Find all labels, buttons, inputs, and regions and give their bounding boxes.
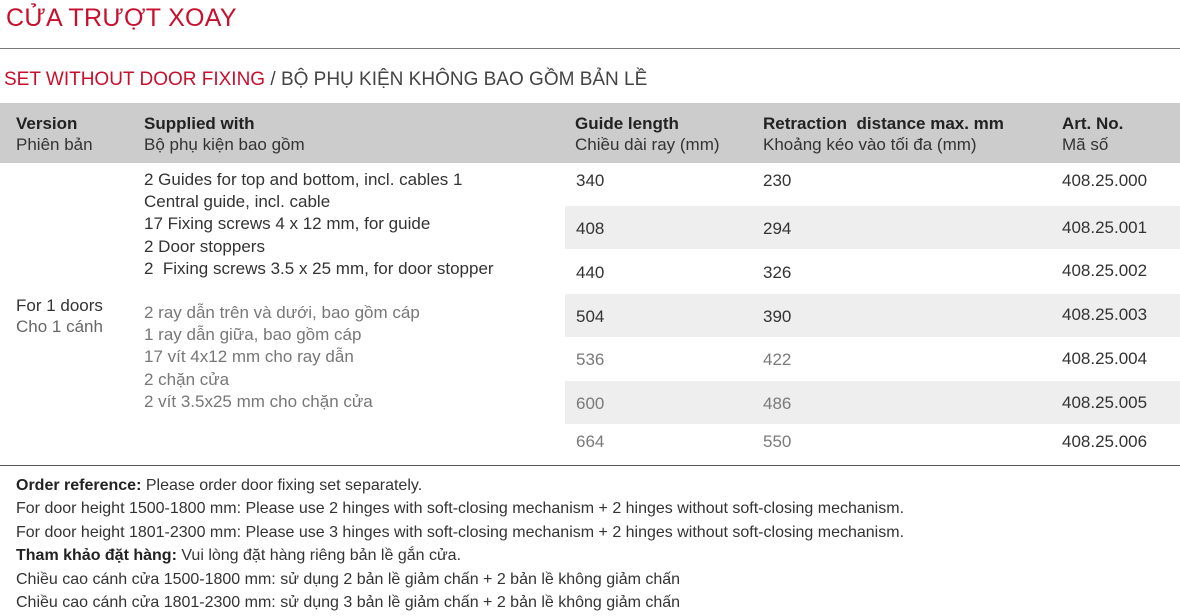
- note-line: Chiều cao cánh cửa 1500-1800 mm: sử dụng 2 bản lề giảm chấn + 2 bản lề không giảm chấn: [16, 570, 681, 588]
- version-en: For 1 doors: [16, 296, 103, 315]
- supplied-item: 2 Fixing screws 3.5 x 25 mm, for door stopper: [144, 258, 494, 278]
- order-reference-vi-label: Tham khảo đặt hàng:: [16, 547, 177, 565]
- page-title: CỬA TRƯỢT XOAY: [6, 4, 237, 32]
- version-cell: [16, 295, 103, 337]
- guide-length-cell: 504: [576, 307, 605, 326]
- art-no-cell: 408.25.003: [1062, 305, 1148, 324]
- retraction-cell: 422: [763, 350, 792, 369]
- guide-length-cell: 440: [576, 263, 605, 282]
- art-no-cell: 408.25.004: [1062, 349, 1148, 368]
- note-line: For door height 1801-2300 mm: Please use 3 hinges with soft-closing mechanism + 2 hinges without soft-closing mechanism.: [16, 523, 905, 541]
- header-guide-length: [575, 113, 720, 155]
- supplied-item: 2 Guides for top and bottom, incl. cables 1: [144, 170, 463, 189]
- header-version-vi: Phiên bản: [16, 135, 93, 154]
- retraction-cell: 390: [763, 307, 792, 326]
- order-notes: [16, 474, 904, 614]
- retraction-cell: 550: [763, 432, 792, 451]
- supplied-list-vi: [144, 302, 420, 413]
- order-reference-text: Please order door fixing set separately.: [141, 477, 423, 494]
- header-version-en: Version: [16, 114, 78, 133]
- note-line: For door height 1500-1800 mm: Please use 2 hinges with soft-closing mechanism + 2 hinges without soft-closing mechanism.: [16, 500, 905, 518]
- order-reference-label: Order reference:: [16, 477, 142, 494]
- header-version: [16, 113, 93, 155]
- supplied-list-en: [144, 169, 494, 280]
- version-vi: Cho 1 cánh: [16, 317, 103, 336]
- art-no-cell: 408.25.005: [1062, 393, 1148, 412]
- title-divider: [0, 48, 1180, 49]
- guide-length-cell: 536: [576, 350, 605, 369]
- header-retraction-vi: Khoảng kéo vào tối đa (mm): [763, 135, 977, 154]
- header-guide-vi: Chiều dài ray (mm): [575, 135, 720, 154]
- supplied-item: 2 ray dẫn trên và dưới, bao gồm cáp: [144, 303, 420, 322]
- retraction-cell: 230: [763, 171, 792, 190]
- retraction-cell: 326: [763, 263, 792, 282]
- header-supplied-vi: Bộ phụ kiện bao gồm: [144, 135, 305, 154]
- guide-length-cell: 664: [576, 432, 605, 451]
- art-no-cell: 408.25.006: [1062, 432, 1148, 451]
- note-line: Chiều cao cánh cửa 1801-2300 mm: sử dụng 3 bản lề giảm chấn + 2 bản lề không giảm chấn: [16, 594, 681, 612]
- art-no-cell: 408.25.001: [1062, 218, 1148, 237]
- order-reference-line: [16, 474, 904, 497]
- supplied-item: 2 chặn cửa: [144, 369, 230, 389]
- supplied-item: 1 ray dẫn giữa, bao gồm cáp: [144, 325, 362, 345]
- header-retraction-en: Retraction distance max. mm: [763, 114, 1004, 133]
- header-art-en: Art. No.: [1062, 114, 1124, 133]
- header-retraction: [763, 113, 1004, 155]
- supplied-item: 2 vít 3.5x25 mm cho chặn cửa: [144, 391, 373, 411]
- header-supplied: [144, 113, 305, 155]
- supplied-item: 17 vít 4x12 mm cho ray dẫn: [144, 347, 354, 367]
- subtitle-rest: BỘ PHỤ KIỆN KHÔNG BAO GỒM BẢN LỀ: [280, 69, 648, 90]
- order-reference-vi-line: [16, 544, 904, 567]
- header-art-vi: Mã số: [1062, 135, 1109, 154]
- section-subtitle: [4, 69, 647, 91]
- guide-length-cell: 340: [576, 171, 605, 190]
- order-reference-vi-text: Vui lòng đặt hàng riêng bản lề gắn cửa.: [176, 547, 462, 565]
- header-art-no: [1062, 113, 1123, 155]
- guide-length-cell: 408: [576, 219, 605, 238]
- art-no-cell: 408.25.000: [1062, 171, 1148, 190]
- header-guide-en: Guide length: [575, 114, 679, 133]
- guide-length-cell: 600: [576, 394, 605, 413]
- retraction-cell: 294: [763, 219, 792, 238]
- art-no-cell: 408.25.002: [1062, 261, 1148, 280]
- table-header: [0, 103, 1180, 163]
- header-supplied-en: Supplied with: [144, 114, 255, 133]
- subtitle-separator: /: [265, 69, 281, 90]
- retraction-cell: 486: [763, 394, 792, 413]
- supplied-item: 17 Fixing screws 4 x 12 mm, for guide: [144, 214, 431, 234]
- supplied-item: Central guide, incl. cable: [144, 192, 331, 212]
- supplied-item: 2 Door stoppers: [144, 236, 265, 256]
- subtitle-highlight: SET WITHOUT DOOR FIXING: [4, 69, 266, 90]
- table-bottom-rule: [0, 465, 1180, 466]
